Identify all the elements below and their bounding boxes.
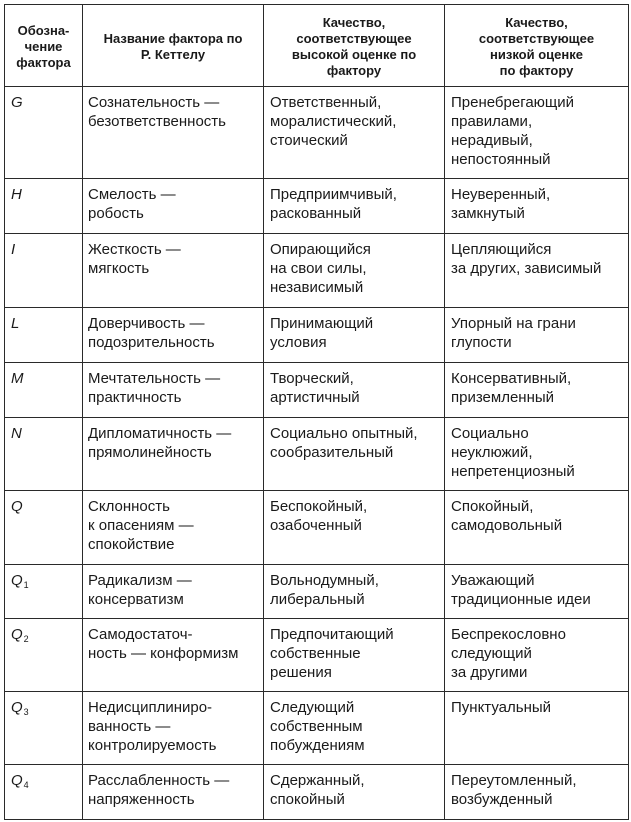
high-score-quality-cell: [264, 765, 445, 820]
high-score-quality-cell: [264, 363, 445, 418]
low-score-quality-cell: [445, 491, 629, 565]
factor-code-letter: Q: [11, 772, 23, 789]
low-score-quality-cell: [445, 308, 629, 363]
header-code-line: Обозна-: [17, 22, 70, 38]
low-score-quality: [445, 308, 628, 356]
factor-name-cell: [83, 363, 264, 418]
high-score-quality-line: артистичный: [270, 389, 360, 406]
low-score-quality: [445, 87, 628, 173]
low-score-quality-line: нерадивый,: [451, 132, 533, 149]
header-low: [445, 5, 629, 87]
factor-name-cell: [83, 491, 264, 565]
factor-name: [83, 418, 263, 466]
high-score-quality-line: решения: [270, 664, 332, 681]
factor-name-cell: [83, 565, 264, 619]
low-score-quality-line: Пунктуальный: [451, 699, 552, 716]
low-score-quality-line: Спокойный,: [451, 498, 534, 515]
low-score-quality: [445, 491, 628, 539]
table-body: [5, 87, 629, 820]
factor-code: [5, 363, 82, 392]
factor-name-line: ность — конформизм: [88, 645, 239, 662]
factor-name-line: практичность: [88, 389, 182, 406]
low-score-quality-line: Уважающий: [451, 572, 535, 589]
factor-name-line: Склонность: [88, 498, 170, 515]
high-score-quality: [264, 565, 444, 613]
high-score-quality-cell: [264, 619, 445, 692]
table-row: [5, 363, 629, 418]
factor-code-cell: [5, 619, 83, 692]
low-score-quality-cell: [445, 179, 629, 234]
low-score-quality: [445, 418, 628, 485]
high-score-quality-cell: [264, 179, 445, 234]
low-score-quality-cell: [445, 765, 629, 820]
factor-name-cell: [83, 234, 264, 308]
high-score-quality-line: Следующий: [270, 699, 355, 716]
high-score-quality-cell: [264, 418, 445, 491]
header-high-line: Качество,: [322, 14, 386, 30]
high-score-quality-line: моралистический,: [270, 113, 397, 130]
factor-code-subscript: 4: [23, 780, 29, 790]
factor-code: [5, 179, 82, 208]
low-score-quality-line: непостоянный: [451, 151, 551, 168]
low-score-quality-line: глупости: [451, 334, 512, 351]
table-row: [5, 308, 629, 363]
low-score-quality-line: возбужденный: [451, 791, 553, 808]
factor-name-line: к опасениям —: [88, 517, 194, 534]
low-score-quality-line: следующий: [451, 645, 532, 662]
factor-name: [83, 619, 263, 667]
factor-name-cell: [83, 87, 264, 179]
high-score-quality-line: спокойный: [270, 791, 345, 808]
factor-name-cell: [83, 692, 264, 765]
low-score-quality: [445, 234, 628, 282]
factor-name-line: Жесткость —: [88, 241, 181, 258]
factor-name: [83, 87, 263, 135]
high-score-quality: [264, 179, 444, 227]
low-score-quality-line: за других, зависимый: [451, 260, 602, 277]
high-score-quality-line: собственные: [270, 645, 361, 662]
factor-code-subscript: 3: [23, 707, 29, 717]
high-score-quality-line: на свои силы,: [270, 260, 367, 277]
factor-code-letter: M: [11, 370, 24, 387]
factor-code-letter: N: [11, 425, 22, 442]
factor-code: [5, 565, 82, 599]
low-score-quality-line: Неуверенный,: [451, 186, 551, 203]
high-score-quality-cell: [264, 491, 445, 565]
table-row: [5, 491, 629, 565]
factor-code: [5, 308, 82, 337]
low-score-quality-line: неуклюжий,: [451, 444, 533, 461]
factor-code-cell: [5, 179, 83, 234]
header-name: [83, 5, 264, 87]
factor-code-letter: Q: [11, 699, 23, 716]
factor-name-cell: [83, 619, 264, 692]
factor-name-line: Расслабленность —: [88, 772, 230, 789]
header-low-line: по фактору: [499, 62, 574, 78]
factor-code: [5, 234, 82, 263]
low-score-quality-cell: [445, 363, 629, 418]
header-high-line: высокой оценке по: [291, 46, 417, 62]
header-code: [5, 5, 83, 87]
high-score-quality: [264, 619, 444, 686]
factor-code: [5, 87, 82, 116]
table-row: [5, 692, 629, 765]
factor-name-line: Дипломатичность —: [88, 425, 232, 442]
factor-code-cell: [5, 765, 83, 820]
factor-code: [5, 491, 82, 520]
factor-code-letter: Q: [11, 572, 23, 589]
factor-code-cell: [5, 418, 83, 491]
low-score-quality-line: Беспрекословно: [451, 626, 566, 643]
header-code-line: чение: [24, 38, 63, 54]
factor-name-line: ванность —: [88, 718, 171, 735]
high-score-quality: [264, 87, 444, 154]
high-score-quality: [264, 765, 444, 813]
low-score-quality-line: Переутомленный,: [451, 772, 577, 789]
high-score-quality-line: собственным: [270, 718, 363, 735]
factor-code-letter: L: [11, 315, 20, 332]
high-score-quality-line: условия: [270, 334, 327, 351]
high-score-quality-line: Творческий,: [270, 370, 354, 387]
high-score-quality-line: Принимающий: [270, 315, 374, 332]
factor-name-line: Мечтательность —: [88, 370, 221, 387]
high-score-quality: [264, 363, 444, 411]
factor-code: [5, 765, 82, 799]
low-score-quality-line: замкнутый: [451, 205, 525, 222]
low-score-quality-line: за другими: [451, 664, 528, 681]
factor-name: [83, 363, 263, 411]
factor-code-letter: G: [11, 94, 23, 111]
factor-name-cell: [83, 308, 264, 363]
factor-name-line: прямолинейность: [88, 444, 212, 461]
factor-name-line: Доверчивость —: [88, 315, 205, 332]
low-score-quality: [445, 565, 628, 613]
factor-name-line: консерватизм: [88, 591, 184, 608]
low-score-quality-cell: [445, 87, 629, 179]
high-score-quality-line: Сдержанный,: [270, 772, 365, 789]
factor-name-line: Недисциплиниро-: [88, 699, 213, 716]
factor-code-cell: [5, 692, 83, 765]
high-score-quality: [264, 491, 444, 539]
factor-name: [83, 308, 263, 356]
low-score-quality-line: Упорный на грани: [451, 315, 576, 332]
factor-code-letter: H: [11, 186, 22, 203]
low-score-quality-line: Цепляющийся: [451, 241, 552, 258]
high-score-quality-cell: [264, 87, 445, 179]
high-score-quality-line: Вольнодумный,: [270, 572, 379, 589]
factor-name-line: спокойствие: [88, 536, 175, 553]
header-low-line: соответствующее: [478, 30, 595, 46]
table-row: [5, 179, 629, 234]
high-score-quality-line: раскованный: [270, 205, 362, 222]
factor-code: [5, 692, 82, 726]
factor-name-cell: [83, 179, 264, 234]
factor-name: [83, 692, 263, 759]
high-score-quality-line: либеральный: [270, 591, 365, 608]
high-score-quality-line: независимый: [270, 279, 364, 296]
factor-code: [5, 418, 82, 447]
factor-name-line: безответственность: [88, 113, 226, 130]
factor-name: [83, 565, 263, 613]
factor-name-line: мягкость: [88, 260, 150, 277]
factor-code-subscript: 1: [23, 580, 29, 590]
low-score-quality-line: Консервативный,: [451, 370, 572, 387]
low-score-quality-line: правилами,: [451, 113, 533, 130]
factor-name-cell: [83, 765, 264, 820]
table-row: [5, 765, 629, 820]
table-row: [5, 234, 629, 308]
high-score-quality-line: сообразительный: [270, 444, 394, 461]
low-score-quality-line: Пренебрегающий: [451, 94, 575, 111]
high-score-quality-line: стоический: [270, 132, 348, 149]
high-score-quality-line: Предпочитающий: [270, 626, 394, 643]
low-score-quality-cell: [445, 418, 629, 491]
low-score-quality: [445, 619, 628, 686]
high-score-quality: [264, 692, 444, 759]
factor-name: [83, 765, 263, 813]
factor-code-letter: Q: [11, 626, 23, 643]
factors-table: [4, 4, 629, 820]
table-row: [5, 87, 629, 179]
high-score-quality: [264, 418, 444, 466]
low-score-quality-line: Социально: [451, 425, 529, 442]
factor-code-letter: I: [11, 241, 16, 258]
high-score-quality: [264, 308, 444, 356]
factor-code-cell: [5, 308, 83, 363]
low-score-quality: [445, 692, 628, 721]
factor-name-line: напряженность: [88, 791, 195, 808]
low-score-quality-line: приземленный: [451, 389, 555, 406]
factor-name: [83, 491, 263, 558]
factor-code: [5, 619, 82, 653]
header-low-line: Качество,: [505, 14, 568, 30]
table-row: [5, 565, 629, 619]
header-high: [264, 5, 445, 87]
factor-name: [83, 179, 263, 227]
header-name-line: Р. Кеттелу: [140, 46, 206, 62]
low-score-quality-cell: [445, 692, 629, 765]
factor-name-line: контролируемость: [88, 737, 217, 754]
factor-name-cell: [83, 418, 264, 491]
factor-name-line: Смелость —: [88, 186, 176, 203]
high-score-quality-line: Социально опытный,: [270, 425, 418, 442]
high-score-quality-line: Предприимчивый,: [270, 186, 397, 203]
header-name-line: Название фактора по: [103, 30, 243, 46]
high-score-quality-line: Ответственный,: [270, 94, 382, 111]
low-score-quality-cell: [445, 234, 629, 308]
header-code-line: фактора: [16, 54, 71, 70]
low-score-quality: [445, 179, 628, 227]
low-score-quality: [445, 363, 628, 411]
low-score-quality-line: непретенциозный: [451, 463, 575, 480]
factor-code-subscript: 2: [23, 634, 29, 644]
low-score-quality-line: самодовольный: [451, 517, 563, 534]
high-score-quality-line: Беспокойный,: [270, 498, 368, 515]
high-score-quality: [264, 234, 444, 301]
header-high-line: соответствующее: [296, 30, 412, 46]
high-score-quality-cell: [264, 234, 445, 308]
high-score-quality-cell: [264, 308, 445, 363]
table-row: [5, 619, 629, 692]
high-score-quality-cell: [264, 565, 445, 619]
factor-code-cell: [5, 87, 83, 179]
low-score-quality-cell: [445, 565, 629, 619]
factor-code-cell: [5, 363, 83, 418]
factor-code-cell: [5, 565, 83, 619]
low-score-quality-cell: [445, 619, 629, 692]
factor-name-line: Радикализм —: [88, 572, 192, 589]
header-low-line: низкой оценке: [490, 46, 583, 62]
header-row: [5, 5, 629, 87]
factor-code-cell: [5, 491, 83, 565]
factor-name-line: Сознательность —: [88, 94, 220, 111]
low-score-quality-line: традиционные идеи: [451, 591, 591, 608]
factor-name-line: Самодостаточ-: [88, 626, 193, 643]
factor-name-line: подозрительность: [88, 334, 215, 351]
high-score-quality-line: Опирающийся: [270, 241, 371, 258]
factor-name-line: робость: [88, 205, 144, 222]
high-score-quality-line: побуждениям: [270, 737, 365, 754]
factor-code-cell: [5, 234, 83, 308]
factor-code-letter: Q: [11, 498, 23, 515]
table-row: [5, 418, 629, 491]
high-score-quality-cell: [264, 692, 445, 765]
high-score-quality-line: озабоченный: [270, 517, 362, 534]
header-high-line: фактору: [326, 62, 382, 78]
low-score-quality: [445, 765, 628, 813]
factor-name: [83, 234, 263, 282]
